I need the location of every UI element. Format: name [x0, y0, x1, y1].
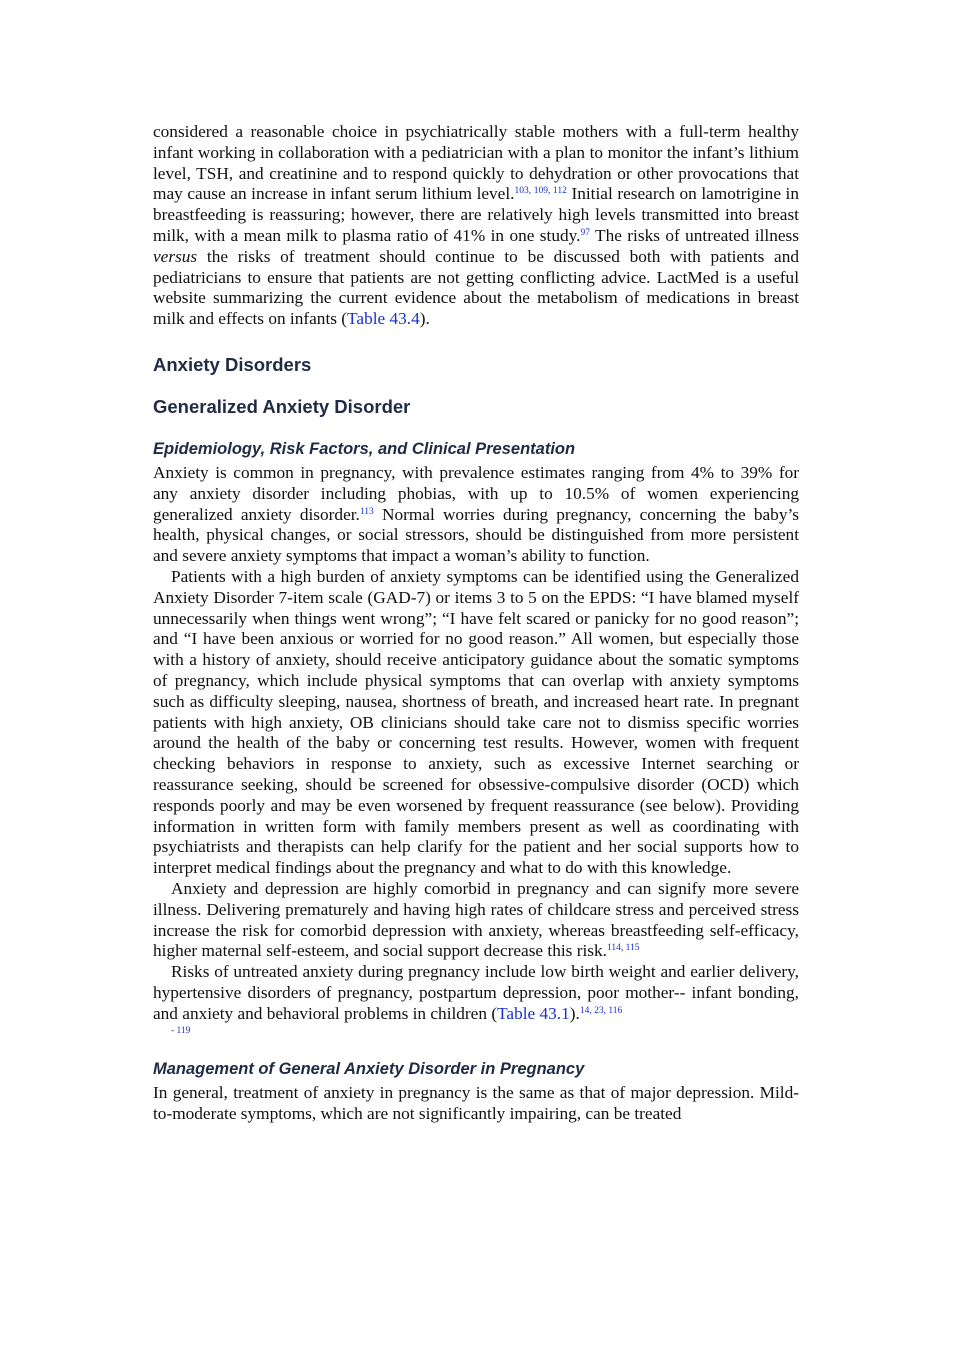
subsubsection-heading: Management of General Anxiety Disorder in Pregnancy — [153, 1060, 585, 1079]
paragraph-risks — [153, 962, 799, 1038]
paragraph-lithium-lactation — [153, 122, 799, 330]
paragraph-text: Anxiety and depression are highly comorbid in pregnancy and can signify more severe illness. Delivering prematurely and having high rates of childcare stress and perceived stress increase the risk for comorbid depression with anxiety, whereas breastfeeding self-efficacy, higher maternal self-esteem, and social support decrease this risk. — [153, 878, 799, 961]
section-heading: Anxiety Disorders — [153, 353, 312, 375]
subsubsection-heading: Epidemiology, Risk Factors, and Clinical Presentation — [153, 439, 576, 458]
paragraph-text: ). — [569, 1003, 580, 1023]
paragraph-text: Anxiety is common in pregnancy, with prevalence estimates ranging from 4% to 39% for any anxiety disorder including phobias, with up to 10.5% of women experiencing generalized anxiety disorder. — [153, 462, 799, 524]
paragraph-prevalence — [153, 463, 799, 567]
subsection-heading: Generalized Anxiety Disorder — [153, 395, 411, 417]
paragraph-management: In general, treatment of anxiety in pregnancy is the same as that of major depression. Mild-to-moderate symptoms, which are not significantly impairing, can be treated — [153, 1083, 799, 1124]
citation-reference[interactable]: 103, 109, 112 — [514, 186, 567, 197]
paragraph-comorbidity — [153, 879, 799, 962]
paragraph-text: ). — [419, 309, 430, 329]
paragraph-text: Normal worries during pregnancy, concerning the baby’s health, physical changes, or social stressors, should be distinguished from more persistent and severe anxiety symptoms that impact a woman’s ability to function. — [153, 504, 799, 566]
paragraph-text: The risks of untreated illness — [589, 225, 799, 245]
citation-reference[interactable]: 113 — [359, 506, 374, 517]
paragraph-text: the risks of treatment should continue to be discussed both with patients and pediatricians to ensure that patients are not getting conflicting advice. LactMed is a useful website summarizing the current evidence about the metabolism of medications in breast milk and effects on infants ( — [153, 246, 799, 329]
citation-reference[interactable]: 114, 115 — [606, 943, 640, 954]
paragraph-text: Initial research on lamotrigine in breastfeeding is reassuring; however, there are relatively high levels transmitted into breast milk, with a mean milk to plasma ratio of 41% in one study. — [153, 184, 800, 245]
document-page — [153, 122, 799, 1125]
paragraph-text: considered a reasonable choice in psychiatrically stable mothers with a full-term healthy infant working in collaboration with a pediatrician with a plan to monitor the infant’s lithium level, TSH, and creatinine and to respond quickly to dehydration or other provocations that may cause an increase in infant serum lithium level. — [153, 122, 799, 204]
table-link[interactable]: Table 43.4 — [347, 309, 420, 329]
citation-reference[interactable]: 97 — [580, 227, 590, 238]
paragraph-text: Risks of untreated anxiety during pregnancy include low birth weight and earlier delivery, hypertensive disorders of pregnancy, postpartum depression, poor mother-- infant bonding, and anxiety and behavioral problems in children ( — [153, 962, 799, 1023]
citation-reference[interactable]: - 119 — [171, 1026, 191, 1037]
paragraph-screening: Patients with a high burden of anxiety symptoms can be identified using the Generalized Anxiety Disorder 7-item scale (GAD-7) or items 3 to 5 on the EPDS: “I have blamed myself unnecessarily when things went wrong”; “I have felt scared or panicky for no good reason”; and “I have been anxious or worried for no good reason.” All women, but especially those with a history of anxiety, should receive anticipatory guidance about the somatic symptoms of pregnancy, which include physical symptoms that can overlap with anxiety symptoms such as difficulty sleeping, nausea, shortness of breath, and increased heart rate. In pregnant patients with high anxiety, OB clinicians should take care not to dismiss specific worries around the health of the baby or concerning test results. However, women with frequent checking behaviors in response to anxiety, such as excessive Internet searching or reassurance seeking, should be screened for obsessive-compulsive disorder (OCD) which responds poorly and may be even worsened by frequent reassurance (see below). Providing information in written form with family members present as well as coordinating with psychiatrists and therapists can help clarify for the patient and her social supports how to interpret medical findings about the pregnancy and what to do with this knowledge. — [153, 566, 799, 878]
italic-term: versus — [153, 246, 198, 266]
table-link[interactable]: Table 43.1 — [497, 1003, 570, 1023]
citation-reference[interactable]: 14, 23, 116 — [579, 1005, 623, 1016]
